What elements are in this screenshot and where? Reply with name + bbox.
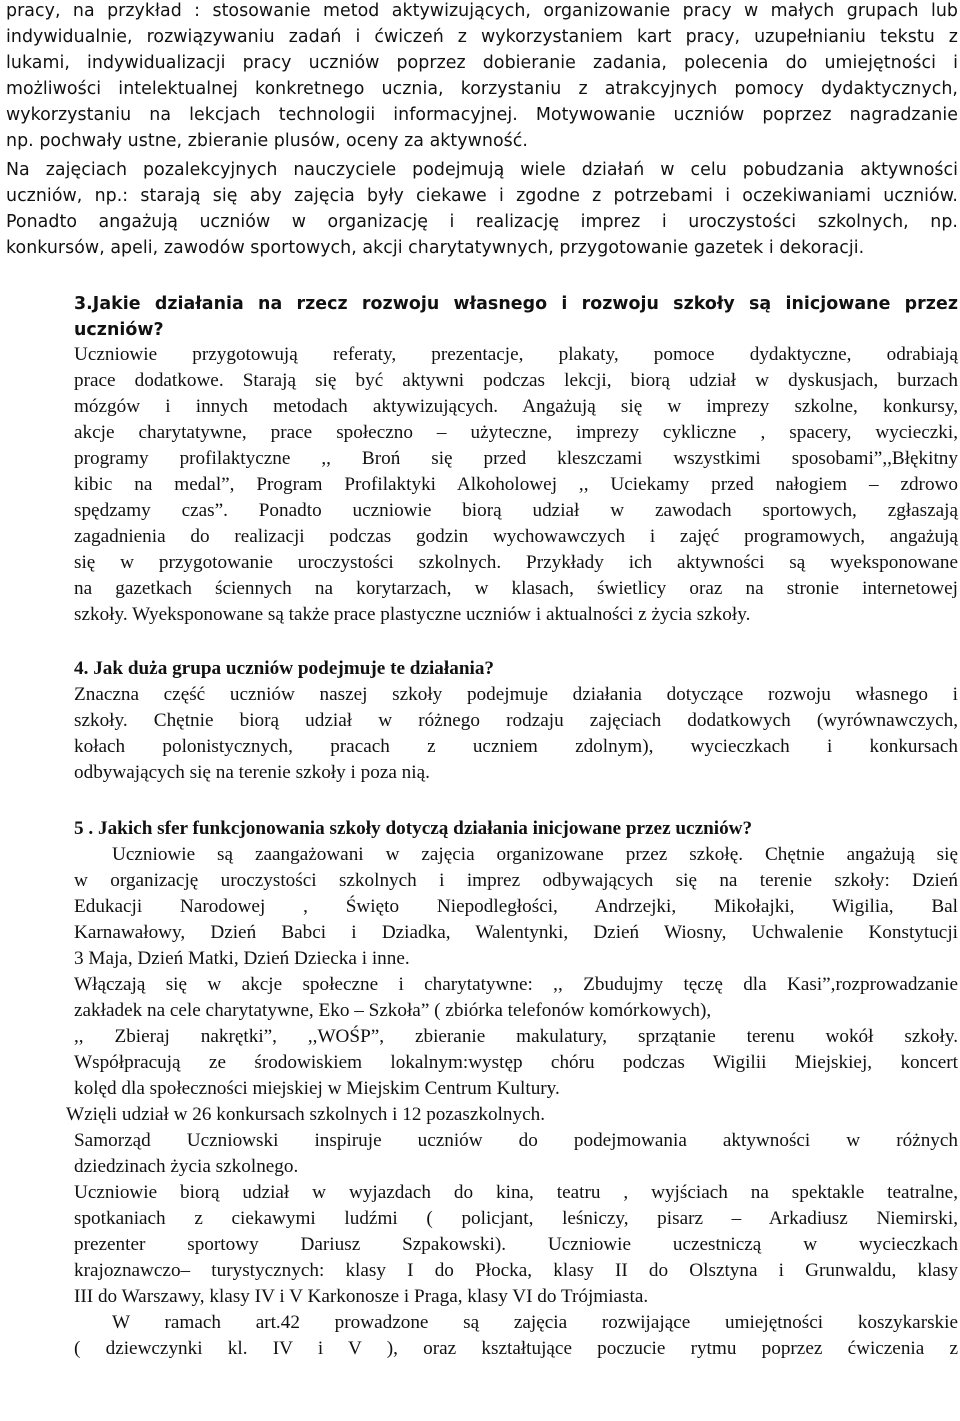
section-3-line: Uczniowie przygotowują referaty, prezentacje, plakaty, pomoce dydaktyczne, odrabiają <box>74 344 958 365</box>
section-5-line: Samorząd Uczniowski inspiruje uczniów do podejmowania aktywności w różnych <box>74 1130 958 1151</box>
section-3-line: szkoły. Wyeksponowane są także prace plastyczne uczniów i aktualności z życia szkoły. <box>74 604 751 625</box>
section-5-line: w organizację uroczystości szkolnych i imprez odbywających się na terenie szkoły: Dzień <box>74 870 958 891</box>
section-4-heading: 4. Jak duża grupa uczniów podejmuje te działania? <box>74 658 495 679</box>
section-3-heading: 3.Jakie działania na rzecz rozwoju własnego i rozwoju szkoły są inicjowane przez <box>74 294 958 314</box>
section-5-line: Edukacji Narodowej , Święto Niepodległości, Andrzejki, Mikołajki, Wigilia, Bal <box>74 896 958 917</box>
section-5-line: spotkaniach z ciekawymi ludźmi ( policjant, leśniczy, pisarz – Arkadiusz Niemirski, <box>74 1208 958 1229</box>
section-3-line: spędzamy czas”. Ponadto uczniowie biorą udział w zawodach sportowych, zgłaszają <box>74 500 958 521</box>
section-5-line: Włączają się w akcje społeczne i charytatywne: ,, Zbudujmy tęczę dla Kasi”,rozprowadzanie <box>74 974 958 995</box>
section-5-line: Uczniowie biorą udział w wyjazdach do kina, teatru , wyjściach na spektakle teatralne, <box>74 1182 958 1203</box>
section-3-line: akcje charytatywne, prace społeczno – użyteczne, imprezy cykliczne , spacery, wycieczki, <box>74 422 958 443</box>
section-3-line: mózgów i innych metodach aktywizujących. Angażują się w imprezy szkolne, konkursy, <box>74 396 958 417</box>
intro-line: lukami, indywidualizacji pracy uczniów poprzez dobieranie zadania, polecenia do umiejętności i <box>6 53 958 73</box>
section-4-line: odbywających się na terenie szkoły i poza nią. <box>74 762 430 783</box>
intro-line: np. pochwały ustne, zbieranie plusów, oceny za aktywność. <box>6 131 528 151</box>
section-3-line: zagadnienia do realizacji podczas godzin wychowawczych i zajęć programowych, angażują <box>74 526 958 547</box>
section-3-line: na gazetkach ściennych na korytarzach, w klasach, świetlicy oraz na stronie internetowej <box>74 578 958 599</box>
section-3-line: prace dodatkowe. Starają się być aktywni podczas lekcji, biorą udział w dyskusjach, burzach <box>74 370 958 391</box>
intro-line: możliwości intelektualnej konkretnego ucznia, korzystaniu z atrakcyjnych pomocy dydaktycznych, <box>6 79 958 99</box>
intro-line: indywidualnie, rozwiązywaniu zadań i ćwiczeń z wykorzystaniem kart pracy, uzupełnianiu tekstu z <box>6 27 958 47</box>
section-3-heading: uczniów? <box>74 320 164 340</box>
section-5-line: zakładek na cele charytatywne, Eko – Szkoła” ( zbiórka telefonów komórkowych), <box>74 1000 712 1021</box>
section-5-line: Wzięli udział w 26 konkursach szkolnych i 12 pozaszkolnych. <box>66 1104 546 1125</box>
section-5-line: Karnawałowy, Dzień Babci i Dziadka, Walentynki, Dzień Wiosny, Uchwalenie Konstytucji <box>74 922 958 943</box>
section-3-line: programy profilaktyczne ,, Broń się przed kleszczami wszystkimi sposobami”,,Błękitny <box>74 448 958 469</box>
intro-line: uczniów, np.: starają się aby zajęcia były ciekawe i zgodne z potrzebami i oczekiwaniami uczniów. <box>6 186 958 206</box>
intro-line: pracy, na przykład : stosowanie metod aktywizujących, organizowanie pracy w małych grupach lub <box>6 1 958 21</box>
section-5-line: ,, Zbieraj nakrętki”, ,,WOŚP”, zbieranie makulatury, sprzątanie terenu wokół szkoły. <box>74 1026 958 1047</box>
section-4-line: Znaczna część uczniów naszej szkoły podejmuje działania dotyczące rozwoju własnego i <box>74 684 958 705</box>
section-5-line: ( dziewczynki kl. IV i V ), oraz kształtujące poczucie rytmu poprzez ćwiczenia z <box>74 1338 958 1359</box>
section-5-line: prezenter sportowy Dariusz Szpakowski). Uczniowie uczestniczą w wycieczkach <box>74 1234 958 1255</box>
intro-line: Ponadto angażują uczniów w organizację i realizację imprez i uroczystości szkolnych, np. <box>6 212 958 232</box>
section-4-line: kołach polonistycznych, pracach z uczniem zdolnym), wycieczkach i konkursach <box>74 736 958 757</box>
section-4-line: szkoły. Chętnie biorą udział w różnego rodzaju zajęciach dodatkowych (wyrównawczych, <box>74 710 958 731</box>
intro-line: konkursów, apeli, zawodów sportowych, akcji charytatywnych, przygotowanie gazetek i dekoracji. <box>6 238 865 258</box>
intro-line: Na zajęciach pozalekcyjnych nauczyciele podejmują wiele działań w celu pobudzania aktywności <box>6 160 958 180</box>
section-5-heading: 5 . Jakich sfer funkcjonowania szkoły dotyczą działania inicjowane przez uczniów? <box>74 818 753 839</box>
section-5-line: 3 Maja, Dzień Matki, Dzień Dziecka i inne. <box>74 948 410 969</box>
section-5-line: krajoznawczo– turystycznych: klasy I do Płocka, klasy II do Olsztyna i Grunwaldu, klasy <box>74 1260 958 1281</box>
intro-line: wykorzystaniu na lekcjach technologii informacyjnej. Motywowanie uczniów poprzez nagradzanie <box>6 105 958 125</box>
section-5-line: Uczniowie są zaangażowani w zajęcia organizowane przez szkołę. Chętnie angażują się <box>112 844 958 865</box>
section-5-line: W ramach art.42 prowadzone są zajęcia rozwijające umiejętności koszykarskie <box>112 1312 958 1333</box>
section-5-line: Współpracują ze środowiskiem lokalnym:występ chóru podczas Wigilii Miejskiej, koncert <box>74 1052 958 1073</box>
section-5-line: III do Warszawy, klasy IV i V Karkonosze i Praga, klasy VI do Trójmiasta. <box>74 1286 649 1307</box>
section-3-line: się w przygotowanie uroczystości szkolnych. Przykłady ich aktywności są wyeksponowane <box>74 552 958 573</box>
section-3-line: kibic na medal”, Program Profilaktyki Alkoholowej ,, Uciekamy przed nałogiem – zdrowo <box>74 474 958 495</box>
section-5-line: dziedzinach życia szkolnego. <box>74 1156 299 1177</box>
section-5-line: kolęd dla społeczności miejskiej w Miejskim Centrum Kultury. <box>74 1078 560 1099</box>
